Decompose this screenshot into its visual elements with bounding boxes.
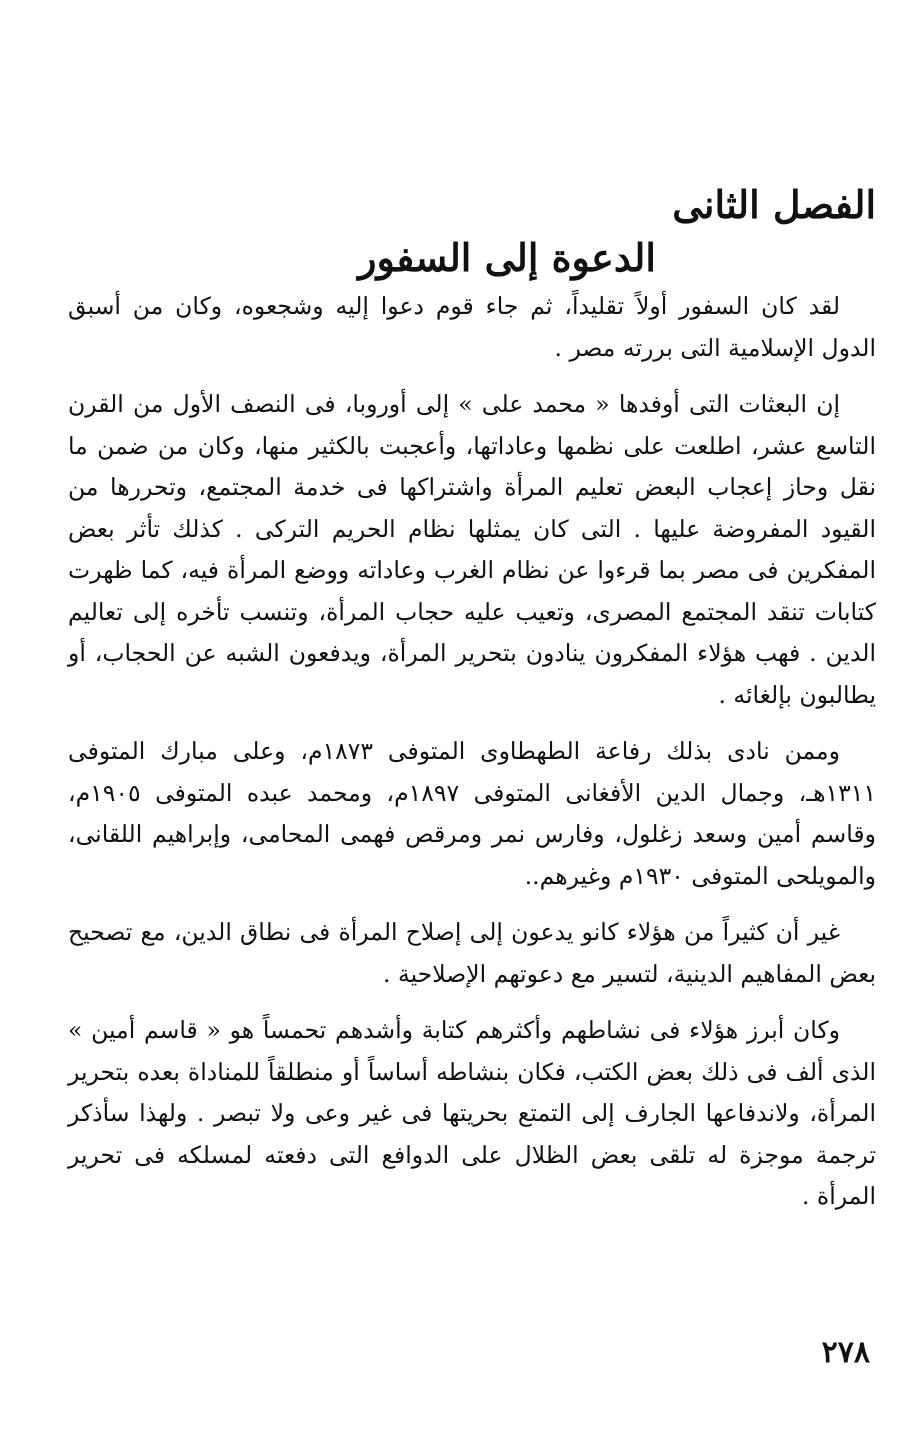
paragraph-5: وكان أبرز هؤلاء فى نشاطهم وأكثرهم كتابة وأشدهم تحمساً هو « قاسم أمين » الذى ألف فى ذلك بعض الكتب، فكان بنشاطه أساساً أو منطلقاً للمناداة بعده بتحرير المرأة، ولاندفاعها الجارف إلى التمتع بحريتها فى غير وعى ولا تبصر . ولهذا سأذكر ترجمة موجزة له تلقى بعض الظلال على الدوافع التى دفعته لمسلكه فى تحرير المرأة . (68, 1016, 876, 1210)
paragraph-4: غير أن كثيراً من هؤلاء كانو يدعون إلى إصلاح المرأة فى نطاق الدين، مع تصحيح بعض المفاهيم الدينية، لتسير مع دعوتهم الإصلاحية . (68, 918, 876, 988)
paragraph-3: وممن نادى بذلك رفاعة الطهطاوى المتوفى ١٨٧٣م، وعلى مبارك المتوفى ١٣١١هـ، وجمال الدين الأفغانى المتوفى ١٨٩٧م، ومحمد عبده المتوفى ١٩٠٥م، وقاسم أمين وسعد زغلول، وفارس نمر ومرقص فهمى المحامى، وإبراهيم اللقانى، والمويلحى المتوفى ١٩٣٠م وغيرهم.. (68, 737, 876, 890)
paragraph-2: إن البعثات التى أوفدها « محمد على » إلى أوروبا، فى النصف الأول من القرن التاسع عشر، اطلعت على نظمها وعاداتها، وأعجبت بالكثير منها، وكان من ضمن ما نقل وحاز إعجاب البعض تعليم المرأة واشتراكها فى خدمة المجتمع، وتحررها من القيود المفروضة عليها . التى كان يمثلها نظام الحريم التركى . كذلك تأثر بعض المفكرين فى مصر بما قرءوا عن نظام الغرب وعاداته ووضع المرأة فيه، كما ظهرت كتابات تنقد المجتمع المصرى، وتعيب عليه حجاب المرأة، وتنسب تأخره إلى تعاليم الدين . فهب هؤلاء المفكرون ينادون بتحرير المرأة، ويدفعون الشبه عن الحجاب، أو يطالبون بإلغائه . (68, 390, 876, 709)
section-title: الدعوة إلى السفور (358, 235, 656, 280)
paragraph-1: لقد كان السفور أولاً تقليداً، ثم جاء قوم دعوا إليه وشجعوه، وكان من أسبق الدول الإسلامية التى بررته مصر . (68, 292, 876, 362)
page-content (68, 178, 876, 1233)
page-number: ٢٧٨ (821, 1335, 870, 1370)
body-text (68, 286, 876, 1218)
chapter-heading: الفصل الثانى (672, 182, 876, 227)
